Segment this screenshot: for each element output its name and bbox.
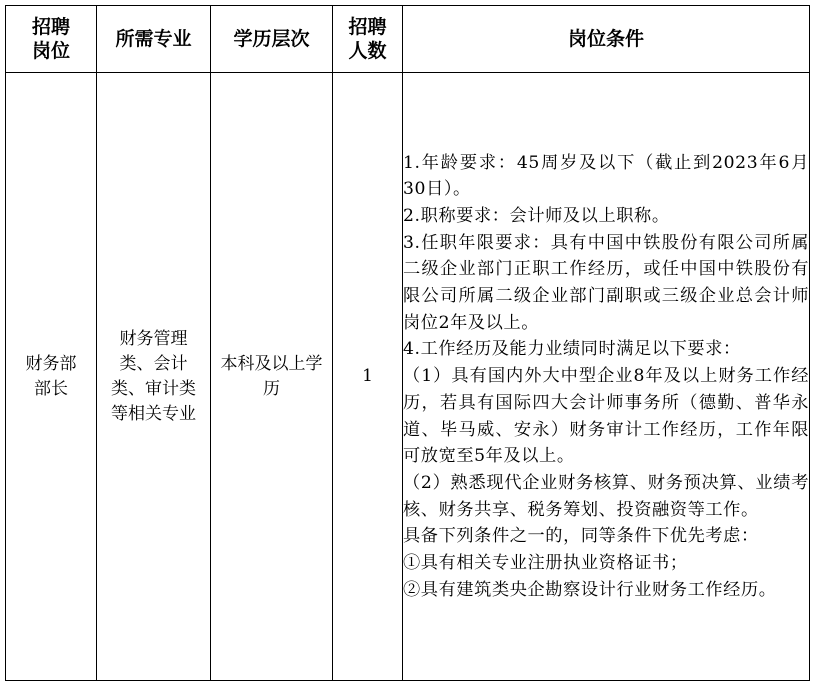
header-education: 学历层次 (211, 6, 333, 73)
condition-line: 4.工作经历及能力业绩同时满足以下要求： (403, 339, 741, 360)
header-position (6, 6, 97, 73)
header-major: 所需专业 (97, 6, 211, 73)
condition-line: 具备下列条件之一的，同等条件下优先考虑： (403, 526, 759, 547)
table-row (6, 73, 810, 681)
cell-major (97, 73, 211, 681)
header-conditions: 岗位条件 (403, 6, 810, 73)
cell-education (211, 73, 333, 681)
header-position-label: 招聘 岗位 (31, 16, 70, 62)
condition-line: （2）熟悉现代企业财务核算、财务预决算、业绩考核、财务共享、税务筹划、投资融资等工作。 (403, 472, 809, 520)
condition-line: ②具有建筑类央企勘察设计行业财务工作经历。 (403, 579, 777, 600)
condition-line: （1）具有国内外大中型企业8年及以上财务工作经历，若具有国际四大会计师事务所（德勤、普华永道、毕马威、安永）财务审计工作经历，工作年限可放宽至5年及以上。 (403, 366, 809, 467)
cell-conditions (403, 73, 810, 681)
header-count (333, 6, 403, 73)
condition-line: 3.任职年限要求：具有中国中铁股份有限公司所属二级企业部门正职工作经历，或任中国中铁股份有限公司所属二级企业部门副职或三级企业总会计师岗位2年及以上。 (403, 232, 809, 333)
education-text: 本科及以上学历 (220, 353, 323, 399)
cell-count: 1 (333, 73, 403, 681)
header-count-label: 招聘 人数 (348, 16, 387, 62)
major-text: 财务管理类、会计类、审计类等相关专业 (111, 328, 196, 424)
condition-line: 2.职称要求：会计师及以上职称。 (403, 205, 670, 226)
position-text: 财务部 部长 (25, 353, 77, 399)
recruitment-table (5, 5, 810, 681)
condition-line: ①具有相关专业注册执业资格证书； (403, 553, 688, 574)
condition-line: 1.年龄要求：45周岁及以下（截止到2023年6月30日）。 (403, 152, 809, 200)
header-row (6, 6, 810, 73)
cell-position (6, 73, 97, 681)
